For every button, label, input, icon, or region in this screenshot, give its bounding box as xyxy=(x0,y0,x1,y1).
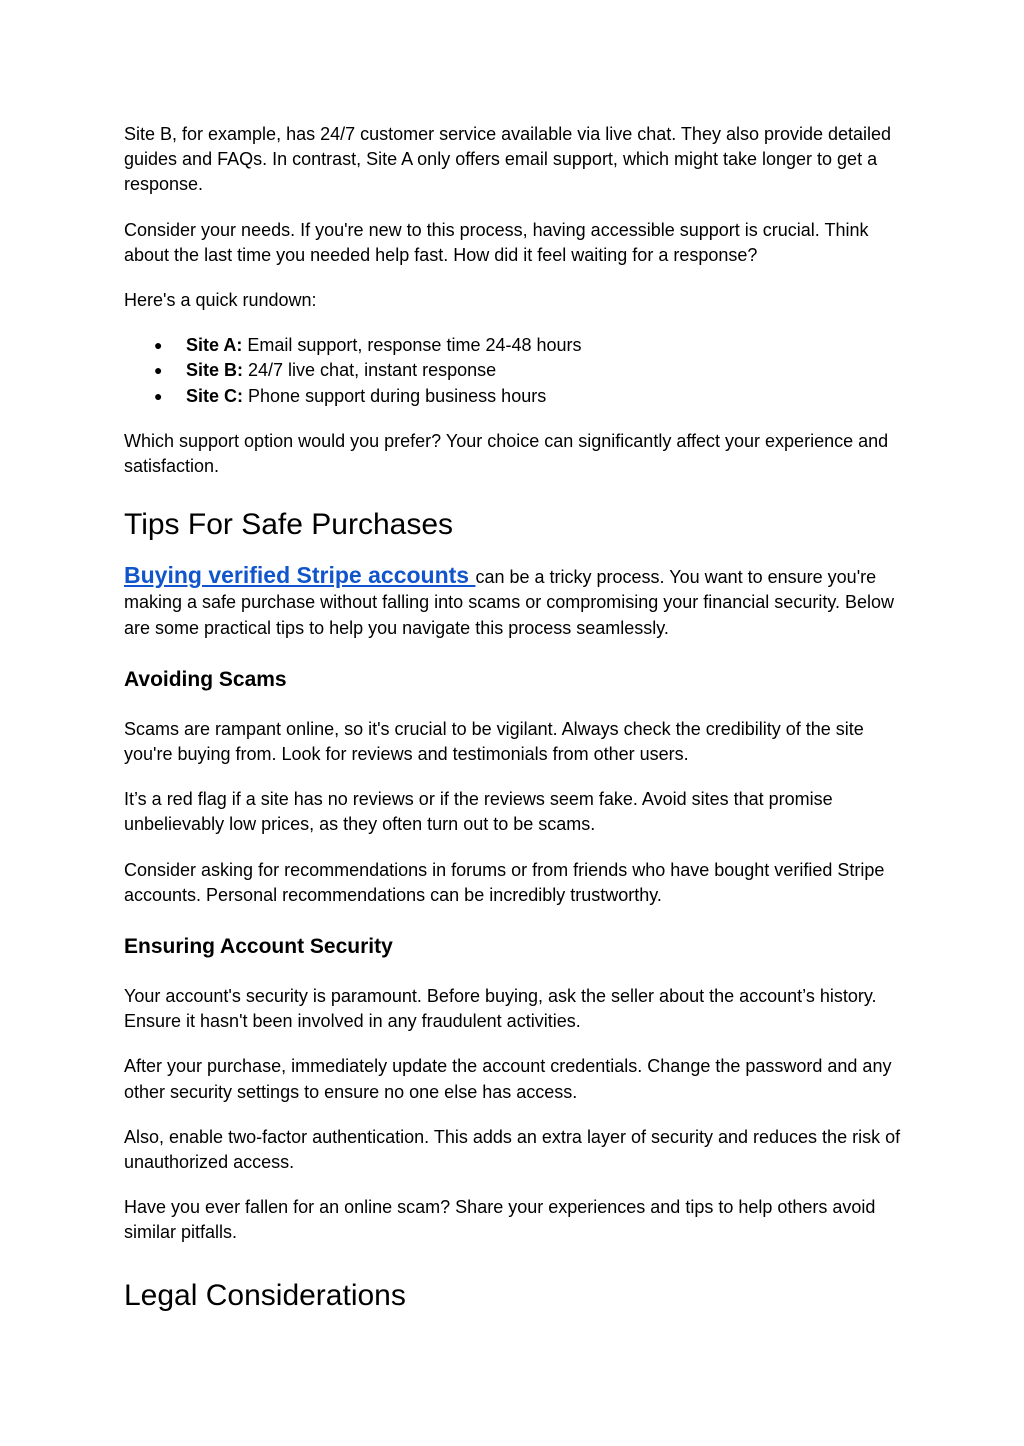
heading-tips-safe-purchases: Tips For Safe Purchases xyxy=(124,508,454,542)
paragraph-support-preference: Which support option would you prefer? Your choice can significantly affect your experience and satisfaction. xyxy=(124,430,889,477)
paragraph-security-paramount: Your account's security is paramount. Before buying, ask the seller about the account’s history. Ensure it hasn't been involved in any fraudulent activities. xyxy=(124,986,877,1032)
paragraph-recommendations: Consider asking for recommendations in forums or from friends who have bought verified Stripe accounts. Personal recommendations can be incredibly trustworthy. xyxy=(124,859,885,905)
paragraph-site-b-support: Site B, for example, has 24/7 customer service available via live chat. They also provide detailed guides and FAQs. In contrast, Site A only offers email support, which might take longer to get a response. xyxy=(124,124,892,195)
paragraph-two-factor: Also, enable two-factor authentication. This adds an extra layer of security and reduces the risk of unauthorized access. xyxy=(124,1126,901,1173)
list-item-text: Phone support during business hours xyxy=(243,385,547,406)
paragraph-update-credentials: After your purchase, immediately update the account credentials. Change the password and any other security settings to ensure no one else has access. xyxy=(124,1056,892,1102)
list-item-text: Email support, response time 24-48 hours xyxy=(242,335,582,356)
paragraph-tips-lead xyxy=(124,563,904,641)
list-item-label: Site B: xyxy=(186,360,244,381)
list-item xyxy=(124,384,904,409)
list-item-label: Site C: xyxy=(186,385,244,406)
paragraph-scams-vigilant: Scams are rampant online, so it's crucial to be vigilant. Always check the credibility of the site you're buying from. Look for reviews and testimonials from other users. xyxy=(124,718,864,765)
bullet-icon: ● xyxy=(154,387,163,404)
heading-legal-considerations: Legal Considerations xyxy=(124,1278,406,1312)
paragraph-quick-rundown: Here's a quick rundown: xyxy=(124,290,317,311)
document-page xyxy=(124,122,904,1316)
paragraph-red-flag: It’s a red flag if a site has no reviews or if the reviews seem fake. Avoid sites that promise unbelievably low prices, as they often turn out to be scams. xyxy=(124,789,833,835)
list-item-label: Site A: xyxy=(186,335,243,356)
paragraph-share-experiences: Have you ever fallen for an online scam? Share your experiences and tips to help others avoid similar pitfalls. xyxy=(124,1197,876,1243)
tips-lead-text: can be a tricky process. You want to ensure you're making a safe purchase without falling into scams or compromising your financial security. Below are some practical tips to help you navigate this process seamlessly. xyxy=(124,567,895,638)
heading-avoiding-scams: Avoiding Scams xyxy=(124,667,287,691)
list-item xyxy=(124,333,904,358)
buying-stripe-accounts-link[interactable]: Buying verified Stripe accounts xyxy=(124,562,476,589)
support-options-list xyxy=(124,333,904,409)
list-item xyxy=(124,358,904,383)
heading-account-security: Ensuring Account Security xyxy=(124,935,393,959)
paragraph-consider-needs: Consider your needs. If you're new to this process, having accessible support is crucial. Think about the last time you needed help fast. How did it feel waiting for a response? xyxy=(124,219,869,265)
bullet-icon: ● xyxy=(154,362,163,379)
list-item-text: 24/7 live chat, instant response xyxy=(243,360,497,381)
bullet-icon: ● xyxy=(154,337,163,354)
